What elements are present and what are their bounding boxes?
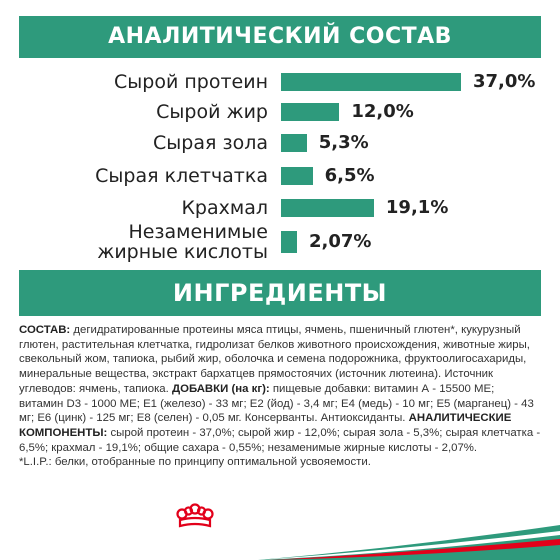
composition-label: СОСТАВ: xyxy=(19,324,71,336)
components-label: АНАЛИТИЧЕСКИЕ КОМПОНЕНТЫ: xyxy=(19,412,512,439)
analysis-value: 5,3% xyxy=(318,132,369,153)
analysis-bar xyxy=(281,231,297,253)
analysis-label: Сырой жир xyxy=(156,101,268,123)
additives-label: ДОБАВКИ (на кг): xyxy=(171,382,270,395)
analysis-label: Крахмал xyxy=(181,197,268,219)
analysis-title: АНАЛИТИЧЕСКИЙ СОСТАВ xyxy=(19,16,541,58)
analysis-bar xyxy=(281,167,313,185)
analysis-label: Сырой протеин xyxy=(114,71,268,93)
analysis-bar xyxy=(281,199,374,217)
analysis-value: 37,0% xyxy=(473,71,536,92)
additives-text: пищевые добавки: витамин А - 15500 МЕ; витамин D3 - 1000 МЕ; E1 (железо) - 33 мг; E2 (йод) - 3,4 мг; E4 (медь) - 10 мг; E5 (марганец) - 43 мг; E6 (цинк) - 125 мг; E8 (селен) - 0,05 мг. Консерванты. Антиоксиданты. xyxy=(19,382,534,425)
analysis-value: 19,1% xyxy=(385,197,449,218)
analysis-label: Сырая клетчатка xyxy=(95,165,268,187)
composition-text: дегидратированные протеины мяса птицы, ячмень, пшеничный глютен*, кукурузный глютен, растительная клетчатка, гидролизат белков животного происхождения, животные жиры, свекольный жом, тапиока, рыбий жир, оболочка и семена подорожника, фруктоолигосахариды, минеральные вещества, экстракт бархатцев прямостоячих (источник лютеина). Источник углеводов: ячмень, тапиока. xyxy=(19,324,530,395)
analysis-bar xyxy=(281,73,461,91)
analysis-value: 2,07% xyxy=(309,231,372,252)
footnote: *L.I.P.: белки, отобранные по принципу оптимальной усвояемости. xyxy=(19,456,371,469)
analysis-label: Сырая зола xyxy=(153,132,268,154)
analysis-value: 6,5% xyxy=(324,165,375,186)
analysis-value: 12,0% xyxy=(351,101,414,122)
analysis-bar xyxy=(281,134,307,152)
ingredients-title: ИНГРЕДИЕНТЫ xyxy=(19,270,541,316)
royal-canin-crown-logo xyxy=(175,502,215,530)
analysis-label: Незаменимые жирные кислоты xyxy=(97,221,268,263)
analysis-bar xyxy=(281,103,339,121)
ingredients-text xyxy=(19,323,541,470)
components-text: сырой протеин - 37,0%; сырой жир - 12,0%; сырая зола - 5,3%; сырая клетчатка - 6,5%; крахмал - 19,1%; общие сахара - 0,55%; незаменимые жирные кислоты - 2,07%. xyxy=(19,426,541,454)
brand-stripe xyxy=(258,525,560,560)
